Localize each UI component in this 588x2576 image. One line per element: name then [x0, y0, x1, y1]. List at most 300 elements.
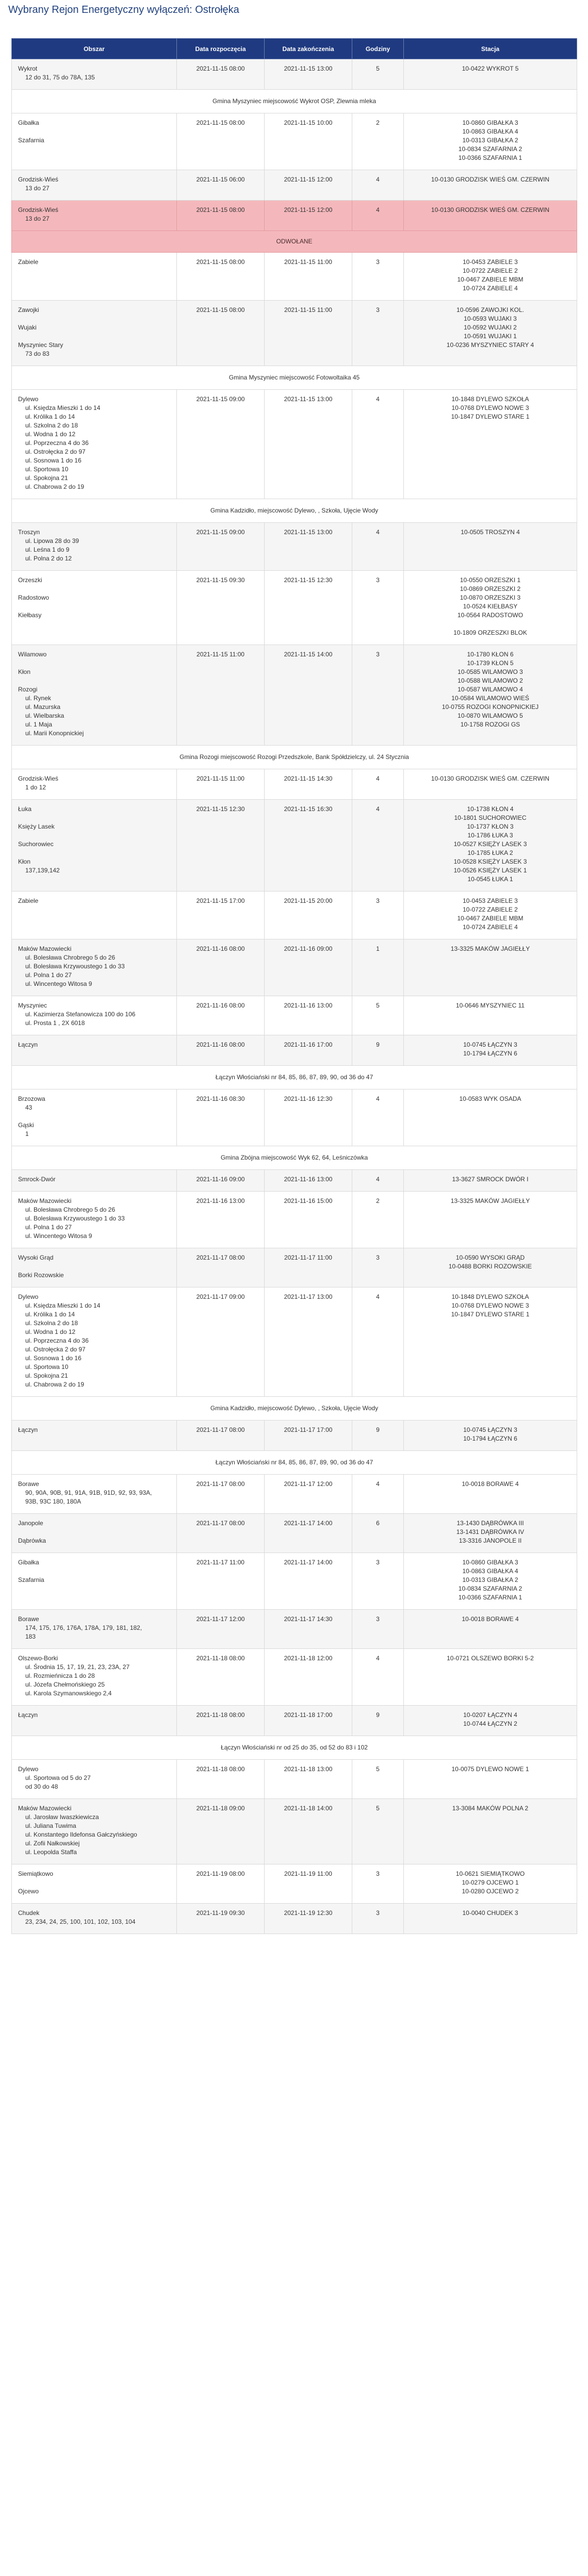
cell-station [404, 891, 577, 939]
table-row [12, 1035, 577, 1066]
station-line: 10-1780 KŁON 6 [467, 651, 514, 658]
area-line: ul. Szkolna 2 do 18 [25, 1319, 78, 1327]
area-line: Księży Lasek [18, 823, 55, 830]
station-line [410, 620, 570, 629]
area-line: 73 do 83 [25, 350, 50, 357]
cell-end-date: 2021-11-18 12:00 [265, 1649, 352, 1706]
area-line [18, 676, 170, 685]
area-line: ul. Rynek [25, 695, 52, 702]
table-row [12, 253, 577, 301]
cell-station [404, 1760, 577, 1799]
station-line: 10-0467 ZABIELE MBM [457, 915, 524, 922]
cell-area [12, 1799, 177, 1864]
cell-station [404, 800, 577, 891]
station-line: 10-0467 ZABIELE MBM [457, 276, 524, 283]
group-note: Gmina Myszyniec miejscowość Fotowoltaika 45 [12, 366, 577, 390]
station-line: 10-0526 KSIĘŻY LASEK 1 [453, 867, 527, 874]
cell-hours: 3 [352, 645, 404, 746]
station-line: 10-0550 ORZESZKI 1 [460, 576, 521, 584]
station-line: 10-0724 ZABIELE 4 [463, 923, 518, 931]
area-line: ul. Leopolda Staffa [25, 1848, 77, 1856]
group-note: Gmina Zbójna miejscowość Wyk 62, 64, Leśniczówka [12, 1146, 577, 1170]
area-line: Janopole [18, 1520, 43, 1527]
cell-end-date: 2021-11-15 12:00 [265, 201, 352, 231]
cell-hours: 3 [352, 301, 404, 366]
station-line: 13-3084 MAKÓW POLNA 2 [452, 1805, 529, 1812]
area-line: 137,139,142 [25, 867, 60, 874]
area-line: ul. Wincentego Witosa 9 [25, 980, 92, 987]
area-line: 1 [25, 1130, 29, 1137]
cell-station [404, 1192, 577, 1248]
station-line: 10-0646 MYSZYNIEC 11 [455, 1002, 525, 1009]
cell-start-date: 2021-11-18 08:00 [177, 1760, 265, 1799]
column-header-hours: Godziny [352, 39, 404, 59]
station-line: 10-1848 DYLEWO SZKOŁA [451, 1293, 529, 1300]
cell-end-date: 2021-11-15 13:00 [265, 59, 352, 90]
cell-start-date: 2021-11-17 09:00 [177, 1287, 265, 1397]
station-line: 10-1848 DYLEWO SZKOŁA [451, 395, 529, 403]
cell-hours: 4 [352, 1649, 404, 1706]
page-title [8, 4, 239, 16]
cell-start-date: 2021-11-15 08:00 [177, 201, 265, 231]
cell-area [12, 800, 177, 891]
cell-end-date: 2021-11-17 17:00 [265, 1421, 352, 1451]
station-line: 10-0018 BORAWE 4 [462, 1615, 519, 1623]
area-line: Gąski [18, 1121, 34, 1129]
cell-area [12, 1475, 177, 1514]
cell-station [404, 769, 577, 800]
cell-hours: 3 [352, 1553, 404, 1610]
cell-area [12, 1170, 177, 1192]
area-line: Grodzisk-Wieś [18, 775, 59, 782]
cell-hours: 3 [352, 1610, 404, 1649]
cell-start-date: 2021-11-16 08:30 [177, 1089, 265, 1146]
cell-end-date: 2021-11-15 13:00 [265, 523, 352, 571]
cell-area [12, 201, 177, 231]
cell-hours: 4 [352, 769, 404, 800]
area-line: Zabiele [18, 897, 39, 904]
table-row [12, 1192, 577, 1248]
area-line: ul. Spokojna 21 [25, 1372, 68, 1379]
station-line: 10-0422 WYKROT 5 [462, 65, 519, 72]
station-line: 10-0587 WILAMOWO 4 [458, 686, 523, 693]
cell-station [404, 645, 577, 746]
area-line [18, 127, 170, 136]
station-line: 10-1758 ROZOGI GS [460, 721, 520, 728]
area-line: Łączyn [18, 1426, 38, 1433]
table-row [12, 1287, 577, 1397]
table-row [12, 769, 577, 800]
cell-hours: 3 [352, 253, 404, 301]
cell-station [404, 1089, 577, 1146]
station-line: 10-0313 GIBAŁKA 2 [462, 1576, 518, 1583]
area-line: Kłon [18, 668, 31, 675]
station-line: 10-0545 ŁUKA 1 [467, 876, 513, 883]
station-line: 10-0527 KSIĘŻY LASEK 3 [453, 840, 527, 848]
table-row [12, 1089, 577, 1146]
cell-station [404, 939, 577, 996]
cell-hours: 4 [352, 201, 404, 231]
area-line: Borawe [18, 1480, 39, 1488]
station-line: 10-0584 WILAMOWO WIEŚ [451, 695, 529, 702]
area-line: Łączyn [18, 1711, 38, 1719]
area-line: Dylewo [18, 1293, 39, 1300]
station-line: 10-1786 ŁUKA 3 [467, 832, 513, 839]
cell-end-date: 2021-11-17 14:00 [265, 1553, 352, 1610]
station-line: 10-0588 WILAMOWO 2 [458, 677, 523, 684]
cell-end-date: 2021-11-17 14:30 [265, 1610, 352, 1649]
cell-end-date: 2021-11-17 11:00 [265, 1248, 352, 1287]
table-row [12, 571, 577, 645]
area-line [18, 602, 170, 611]
area-line [18, 332, 170, 341]
station-line: 10-0591 WUJAKI 1 [464, 333, 517, 340]
group-note: Gmina Rozogi miejscowość Rozogi Przedszkole, Bank Spółdzielczy, ul. 24 Stycznia [12, 746, 577, 769]
cell-end-date: 2021-11-17 13:00 [265, 1287, 352, 1397]
group-note: Łączyn Włościański nr od 25 do 35, od 52 do 83 i 102 [12, 1736, 577, 1760]
area-line: ul. Bolesława Chrobrego 5 do 26 [25, 954, 116, 961]
station-line: 10-0590 WYSOKI GRĄD [455, 1254, 525, 1261]
cell-hours: 2 [352, 113, 404, 170]
station-line: 10-0592 WUJAKI 2 [464, 324, 517, 331]
area-line: ul. Rozmieńnicza 1 do 28 [25, 1672, 95, 1679]
cell-hours: 1 [352, 939, 404, 996]
group-note: Łączyn Włościański nr 84, 85, 86, 87, 89, 90, od 36 do 47 [12, 1066, 577, 1089]
station-line: 10-0505 TROSZYN 4 [461, 529, 520, 536]
station-line: 10-0860 GIBAŁKA 3 [462, 1559, 518, 1566]
station-line: 10-0236 MYSZYNIEC STARY 4 [446, 341, 534, 349]
table-row [12, 301, 577, 366]
area-line: Maków Mazowiecki [18, 1197, 72, 1204]
area-line: 23, 234, 24, 25, 100, 101, 102, 103, 104 [25, 1918, 136, 1925]
cell-start-date: 2021-11-15 17:00 [177, 891, 265, 939]
cell-hours: 9 [352, 1035, 404, 1066]
station-line: 10-0280 OJCEWO 2 [462, 1888, 519, 1895]
table-row [12, 1248, 577, 1287]
cell-start-date: 2021-11-16 09:00 [177, 1170, 265, 1192]
table-row [12, 1553, 577, 1610]
area-line: ul. Karola Szymanowskiego 2,4 [25, 1690, 112, 1697]
area-line: ul. Wielbarska [25, 712, 64, 719]
table-row [12, 390, 577, 499]
column-header-station: Stacja [404, 39, 577, 59]
cell-area [12, 59, 177, 90]
cell-area [12, 891, 177, 939]
area-line [18, 315, 170, 323]
area-line: Wykrot [18, 65, 38, 72]
station-line: 10-1738 KŁON 4 [467, 805, 514, 813]
area-line: ul. Sportowa od 5 do 27 [25, 1774, 91, 1781]
area-line: ul. Jarosław Iwaszkiewicza [25, 1813, 99, 1821]
station-line: 10-0621 SIEMIĄTKOWO [455, 1870, 525, 1877]
station-line: 10-0279 OJCEWO 1 [462, 1879, 519, 1886]
cell-start-date: 2021-11-15 08:00 [177, 253, 265, 301]
station-line: 10-0870 ORZESZKI 3 [460, 594, 521, 601]
table-header [12, 39, 577, 59]
station-line: 10-1739 KŁON 5 [467, 659, 514, 667]
cell-station [404, 1706, 577, 1736]
cell-station [404, 1649, 577, 1706]
area-line: 90, 90A, 90B, 91, 91A, 91B, 91D, 92, 93, 93A, [25, 1489, 152, 1496]
station-line: 10-0453 ZABIELE 3 [463, 897, 518, 904]
cell-start-date: 2021-11-15 08:00 [177, 113, 265, 170]
area-line: Troszyn [18, 529, 40, 536]
area-line: 93B, 93C 180, 180A [25, 1498, 81, 1505]
cell-start-date: 2021-11-15 06:00 [177, 170, 265, 201]
area-line: ul. Spokojna 21 [25, 474, 68, 482]
area-line [18, 659, 170, 668]
area-line: Zabiele [18, 258, 39, 266]
group-note-row [12, 746, 577, 769]
cell-area [12, 170, 177, 201]
cell-area [12, 571, 177, 645]
cell-hours: 6 [352, 1514, 404, 1553]
area-line: Orzeszki [18, 576, 42, 584]
area-line: ul. Bolesława Krzywoustego 1 do 33 [25, 1215, 125, 1222]
table-row [12, 1706, 577, 1736]
area-line: Gibałka [18, 1559, 39, 1566]
area-line: Zawojki [18, 306, 39, 313]
cell-end-date: 2021-11-15 13:00 [265, 390, 352, 499]
station-line: 10-0863 GIBAŁKA 4 [462, 1567, 518, 1575]
area-line: ul. Chabrowa 2 do 19 [25, 1381, 85, 1388]
area-line: Dąbrówka [18, 1537, 46, 1544]
cell-area [12, 939, 177, 996]
table-row [12, 939, 577, 996]
cell-start-date: 2021-11-15 12:30 [177, 800, 265, 891]
area-line: Gibałka [18, 119, 39, 126]
area-line: ul. Polna 1 do 27 [25, 971, 72, 979]
area-line: Kłon [18, 858, 31, 865]
cell-end-date: 2021-11-15 10:00 [265, 113, 352, 170]
cell-hours: 5 [352, 59, 404, 90]
station-line: 13-3325 MAKÓW JAGIEŁŁY [450, 1197, 530, 1204]
station-line: 10-0745 ŁĄCZYN 3 [463, 1426, 517, 1433]
group-note-row [12, 1146, 577, 1170]
table-row [12, 59, 577, 90]
cell-end-date: 2021-11-18 13:00 [265, 1760, 352, 1799]
area-line: Kiełbasy [18, 612, 42, 619]
area-line: 13 do 27 [25, 185, 50, 192]
area-line: ul. Juliana Tuwima [25, 1822, 76, 1829]
area-line: ul. Wodna 1 do 12 [25, 431, 76, 438]
area-line: 174, 175, 176, 176A, 178A, 179, 181, 182, [25, 1624, 142, 1631]
cell-hours: 3 [352, 891, 404, 939]
table-row [12, 1904, 577, 1934]
area-line: 1 do 12 [25, 784, 46, 791]
area-line: ul. Bolesława Chrobrego 5 do 26 [25, 1206, 116, 1213]
area-line: ul. Kazimierza Stefanowicza 100 do 106 [25, 1011, 136, 1018]
station-line: 10-0564 RADOSTOWO [457, 612, 524, 619]
cell-area [12, 1904, 177, 1934]
group-note: Gmina Kadzidło, miejscowość Dylewo, , Szkoła, Ujęcie Wody [12, 499, 577, 523]
cell-hours: 9 [352, 1706, 404, 1736]
cell-area [12, 1649, 177, 1706]
area-line: ul. Księdza Mieszki 1 do 14 [25, 404, 101, 411]
station-line: 10-1794 ŁĄCZYN 6 [463, 1435, 517, 1442]
area-line: Borawe [18, 1615, 39, 1623]
area-line [18, 1567, 170, 1576]
group-note: Łączyn Włościański nr 84, 85, 86, 87, 89, 90, od 36 do 47 [12, 1451, 577, 1475]
column-header-area: Obszar [12, 39, 177, 59]
cell-area [12, 1089, 177, 1146]
cell-area [12, 1035, 177, 1066]
area-line: ul. Ostrołęcka 2 do 97 [25, 448, 86, 455]
station-line: 10-0528 KSIĘŻY LASEK 3 [453, 858, 527, 865]
station-line: 10-0453 ZABIELE 3 [463, 258, 518, 266]
group-note-row [12, 1451, 577, 1475]
table-row [12, 1475, 577, 1514]
station-line: 10-1801 SUCHOROWIEC [454, 814, 527, 821]
cell-end-date: 2021-11-15 20:00 [265, 891, 352, 939]
station-line: 10-0583 WYK OSADA [459, 1095, 521, 1102]
cell-station [404, 571, 577, 645]
area-line: Wilamowo [18, 651, 47, 658]
cell-start-date: 2021-11-17 11:00 [177, 1553, 265, 1610]
table-row [12, 170, 577, 201]
cell-station [404, 1553, 577, 1610]
area-line: ul. Środnia 15, 17, 19, 21, 23, 23A, 27 [25, 1663, 130, 1671]
cell-hours: 4 [352, 1170, 404, 1192]
cell-area [12, 1192, 177, 1248]
area-line: ul. Sosnowa 1 do 16 [25, 457, 81, 464]
area-line: ul. Ostrołęcka 2 do 97 [25, 1346, 86, 1353]
station-line: 10-0722 ZABIELE 2 [463, 906, 518, 913]
group-note-row [12, 1397, 577, 1421]
station-line: 10-0313 GIBAŁKA 2 [462, 137, 518, 144]
group-note-row [12, 366, 577, 390]
station-line: 10-1847 DYLEWO STARE 1 [451, 413, 530, 420]
area-line: ul. Królika 1 do 14 [25, 1311, 75, 1318]
cell-area [12, 1553, 177, 1610]
station-line: 13-3627 SMROCK DWÓR I [452, 1176, 529, 1183]
station-line: 13-3316 JANOPOLE II [459, 1537, 522, 1544]
station-line: 10-0018 BORAWE 4 [462, 1480, 519, 1488]
cell-hours: 9 [352, 1421, 404, 1451]
station-line: 10-0040 CHUDEK 3 [462, 1909, 518, 1917]
area-line: Suchorowiec [18, 840, 54, 848]
area-line: od 30 do 48 [25, 1783, 58, 1790]
station-line: 10-0869 ORZESZKI 2 [460, 585, 521, 592]
station-line: 10-0768 DYLEWO NOWE 3 [451, 1302, 529, 1309]
cell-station [404, 1799, 577, 1864]
cell-end-date: 2021-11-15 11:00 [265, 301, 352, 366]
cell-station [404, 1904, 577, 1934]
area-line: Dylewo [18, 1765, 39, 1773]
cell-station [404, 1035, 577, 1066]
cell-area [12, 523, 177, 571]
cell-end-date: 2021-11-18 14:00 [265, 1799, 352, 1864]
cell-area [12, 1287, 177, 1397]
cell-area [12, 1864, 177, 1904]
station-line: 10-0768 DYLEWO NOWE 3 [451, 404, 529, 411]
cell-hours: 4 [352, 1475, 404, 1514]
column-header-start: Data rozpoczęcia [177, 39, 265, 59]
station-line: 10-0721 OLSZEWO BORKI 5-2 [447, 1655, 534, 1662]
area-line [18, 585, 170, 593]
table-body [12, 59, 577, 1934]
station-line: 10-0585 WILAMOWO 3 [458, 668, 523, 675]
table-row [12, 1610, 577, 1649]
cell-start-date: 2021-11-15 08:00 [177, 59, 265, 90]
cell-start-date: 2021-11-17 08:00 [177, 1421, 265, 1451]
cell-area [12, 301, 177, 366]
cell-area [12, 645, 177, 746]
cell-start-date: 2021-11-16 08:00 [177, 939, 265, 996]
cell-station [404, 201, 577, 231]
area-line: Borki Rozowskie [18, 1272, 64, 1279]
cell-start-date: 2021-11-19 08:00 [177, 1864, 265, 1904]
cell-hours: 4 [352, 1089, 404, 1146]
area-line: ul. Sportowa 10 [25, 466, 69, 473]
station-line: 10-0130 GRODZISK WIEŚ GM. CZERWIN [431, 206, 550, 213]
area-line [18, 849, 170, 857]
cell-station [404, 113, 577, 170]
cell-station [404, 1170, 577, 1192]
station-line: 10-0366 SZAFARNIA 1 [458, 154, 522, 161]
cell-station [404, 301, 577, 366]
station-line: 10-1847 DYLEWO STARE 1 [451, 1311, 530, 1318]
station-line: 10-0593 WUJAKI 3 [464, 315, 517, 322]
outage-table-container [11, 38, 577, 1934]
cell-end-date: 2021-11-15 12:00 [265, 170, 352, 201]
area-line: ul. Prosta 1 , 2X 6018 [25, 1019, 85, 1027]
cancelled-label: ODWOŁANE [12, 231, 577, 253]
area-line: Grodzisk-Wieś [18, 176, 59, 183]
station-line: 10-0075 DYLEWO NOWE 1 [451, 1765, 529, 1773]
cell-start-date: 2021-11-15 09:00 [177, 390, 265, 499]
cell-hours: 5 [352, 996, 404, 1035]
cell-area [12, 1514, 177, 1553]
cell-end-date: 2021-11-17 14:00 [265, 1514, 352, 1553]
cell-start-date: 2021-11-18 08:00 [177, 1649, 265, 1706]
cell-start-date: 2021-11-19 09:30 [177, 1904, 265, 1934]
station-line: 10-0860 GIBAŁKA 3 [462, 119, 518, 126]
area-line: 43 [25, 1104, 32, 1111]
cell-end-date: 2021-11-15 12:30 [265, 571, 352, 645]
cell-start-date: 2021-11-17 12:00 [177, 1610, 265, 1649]
cell-hours: 3 [352, 1904, 404, 1934]
cell-end-date: 2021-11-15 16:30 [265, 800, 352, 891]
area-line: Siemiątkowo [18, 1870, 54, 1877]
station-line: 10-0834 SZAFARNIA 2 [458, 145, 522, 153]
cell-end-date: 2021-11-19 11:00 [265, 1864, 352, 1904]
area-line: ul. Leśna 1 do 9 [25, 546, 70, 553]
cell-station [404, 1475, 577, 1514]
page-header [0, 0, 588, 27]
area-line: ul. Marii Konopnickiej [25, 730, 84, 737]
area-line: Grodzisk-Wieś [18, 206, 59, 213]
cell-station [404, 390, 577, 499]
cell-area [12, 113, 177, 170]
group-note-row [12, 1736, 577, 1760]
table-row [12, 645, 577, 746]
cell-start-date: 2021-11-17 08:00 [177, 1475, 265, 1514]
cell-station [404, 996, 577, 1035]
area-line: 183 [25, 1633, 36, 1640]
table-row-cancelled [12, 201, 577, 231]
cell-end-date: 2021-11-15 11:00 [265, 253, 352, 301]
cell-hours: 3 [352, 571, 404, 645]
group-note: Gmina Kadzidło, miejscowość Dylewo, , Szkoła, Ujęcie Wody [12, 1397, 577, 1421]
area-line: Myszyniec [18, 1002, 47, 1009]
area-line: Wujaki [18, 324, 37, 331]
column-header-end: Data zakończenia [265, 39, 352, 59]
cell-end-date: 2021-11-16 13:00 [265, 996, 352, 1035]
cell-start-date: 2021-11-15 08:00 [177, 301, 265, 366]
area-line: ul. Sosnowa 1 do 16 [25, 1355, 81, 1362]
cell-hours: 4 [352, 800, 404, 891]
